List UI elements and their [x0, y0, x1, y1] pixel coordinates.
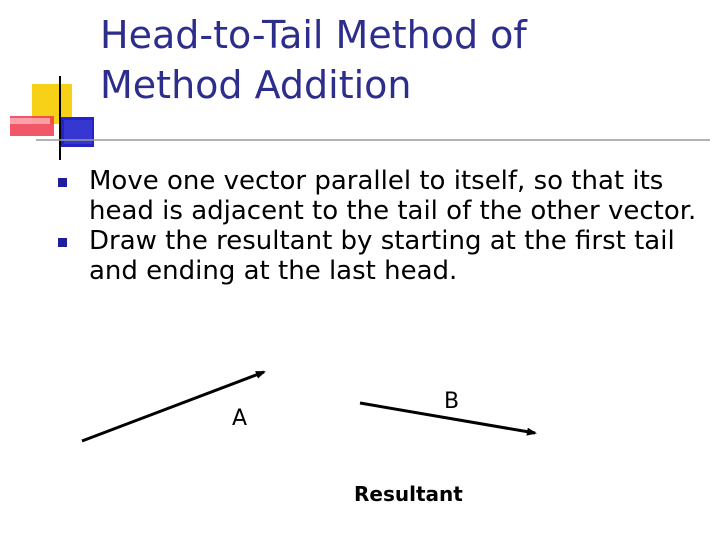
resultant-label: Resultant [354, 482, 463, 506]
title-line-2: Method Addition [100, 63, 412, 107]
vector-b-label: B [444, 389, 460, 414]
title-line-1: Head-to-Tail Method of [100, 13, 527, 57]
bullet-text: Draw the resultant by starting at the first tail and ending at the last head. [89, 226, 675, 286]
vector-a-label: A [232, 406, 248, 431]
bullet-text: Move one vector parallel to itself, so that its head is adjacent to the tail of the other vector. [89, 166, 697, 226]
